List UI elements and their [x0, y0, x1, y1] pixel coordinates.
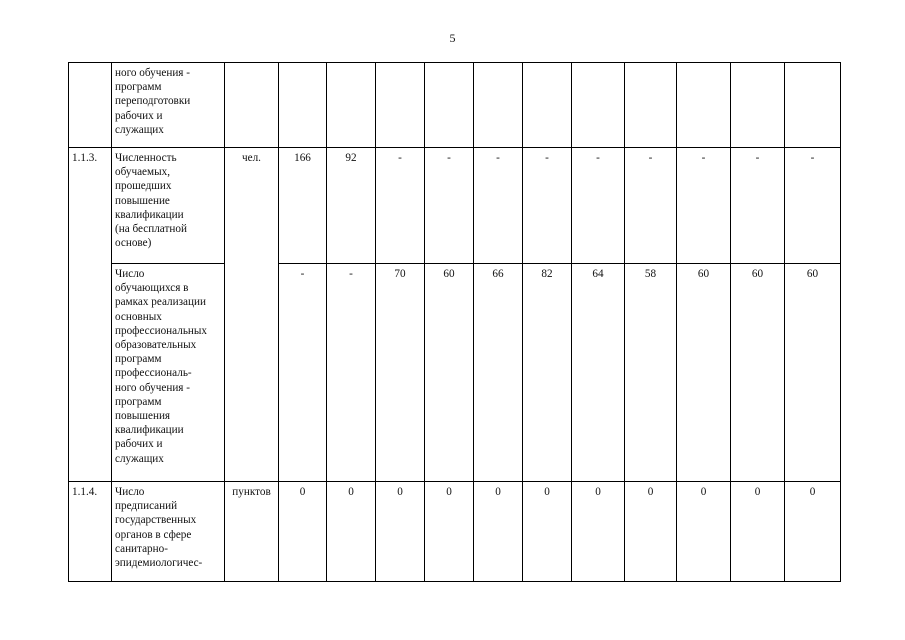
value-cell: - — [523, 148, 572, 264]
table-row — [69, 148, 841, 264]
value-cell: 0 — [425, 482, 474, 582]
value-cell: 0 — [474, 482, 523, 582]
value-cell — [425, 63, 474, 148]
row-unit: пунктов — [225, 482, 279, 582]
value-cell: 0 — [731, 482, 785, 582]
value-cell — [376, 63, 425, 148]
row-indicator-name: Число предписаний государственных органов в сфере санитарно- эпидемиологичес- — [112, 482, 225, 582]
value-cell — [327, 63, 376, 148]
value-cell: 166 — [279, 148, 327, 264]
value-cell — [474, 63, 523, 148]
value-cell: 66 — [474, 264, 523, 482]
value-cell: - — [327, 264, 376, 482]
value-cell: 0 — [625, 482, 677, 582]
value-cell: - — [474, 148, 523, 264]
value-cell: - — [376, 148, 425, 264]
value-cell: 0 — [523, 482, 572, 582]
row-code: 1.1.3. — [69, 148, 112, 482]
table-row — [69, 264, 841, 482]
value-cell — [731, 63, 785, 148]
row-unit — [225, 63, 279, 148]
value-cell: 82 — [523, 264, 572, 482]
value-cell: 60 — [731, 264, 785, 482]
value-cell: 60 — [425, 264, 474, 482]
value-cell: 0 — [677, 482, 731, 582]
value-cell — [625, 63, 677, 148]
value-cell — [677, 63, 731, 148]
value-cell: 0 — [327, 482, 376, 582]
indicator-table — [68, 62, 841, 582]
table-row — [69, 482, 841, 582]
value-cell: 60 — [677, 264, 731, 482]
value-cell: 0 — [376, 482, 425, 582]
value-cell: 70 — [376, 264, 425, 482]
value-cell — [572, 63, 625, 148]
row-indicator-name: ного обучения - программ переподготовки рабочих и служащих — [112, 63, 225, 148]
value-cell: 60 — [785, 264, 841, 482]
value-cell: - — [731, 148, 785, 264]
table-row — [69, 63, 841, 148]
value-cell — [279, 63, 327, 148]
value-cell: - — [572, 148, 625, 264]
value-cell: - — [425, 148, 474, 264]
value-cell — [523, 63, 572, 148]
value-cell: 92 — [327, 148, 376, 264]
value-cell: 0 — [572, 482, 625, 582]
value-cell: 64 — [572, 264, 625, 482]
value-cell: - — [677, 148, 731, 264]
value-cell: 0 — [785, 482, 841, 582]
page-number: 5 — [449, 31, 456, 45]
row-code: 1.1.4. — [69, 482, 112, 582]
row-indicator-name: Численность обучаемых, прошедших повышение квалификации (на бесплатной основе) — [112, 148, 225, 264]
value-cell: - — [625, 148, 677, 264]
value-cell: - — [785, 148, 841, 264]
row-indicator-name: Число обучающихся в рамках реализации основных профессиональных образовательных программ профессиональ- ного обучения - программ повышения квалификации рабочих и служащих — [112, 264, 225, 482]
row-code — [69, 63, 112, 148]
value-cell: - — [279, 264, 327, 482]
row-unit: чел. — [225, 148, 279, 482]
value-cell: 0 — [279, 482, 327, 582]
value-cell: 58 — [625, 264, 677, 482]
value-cell — [785, 63, 841, 148]
